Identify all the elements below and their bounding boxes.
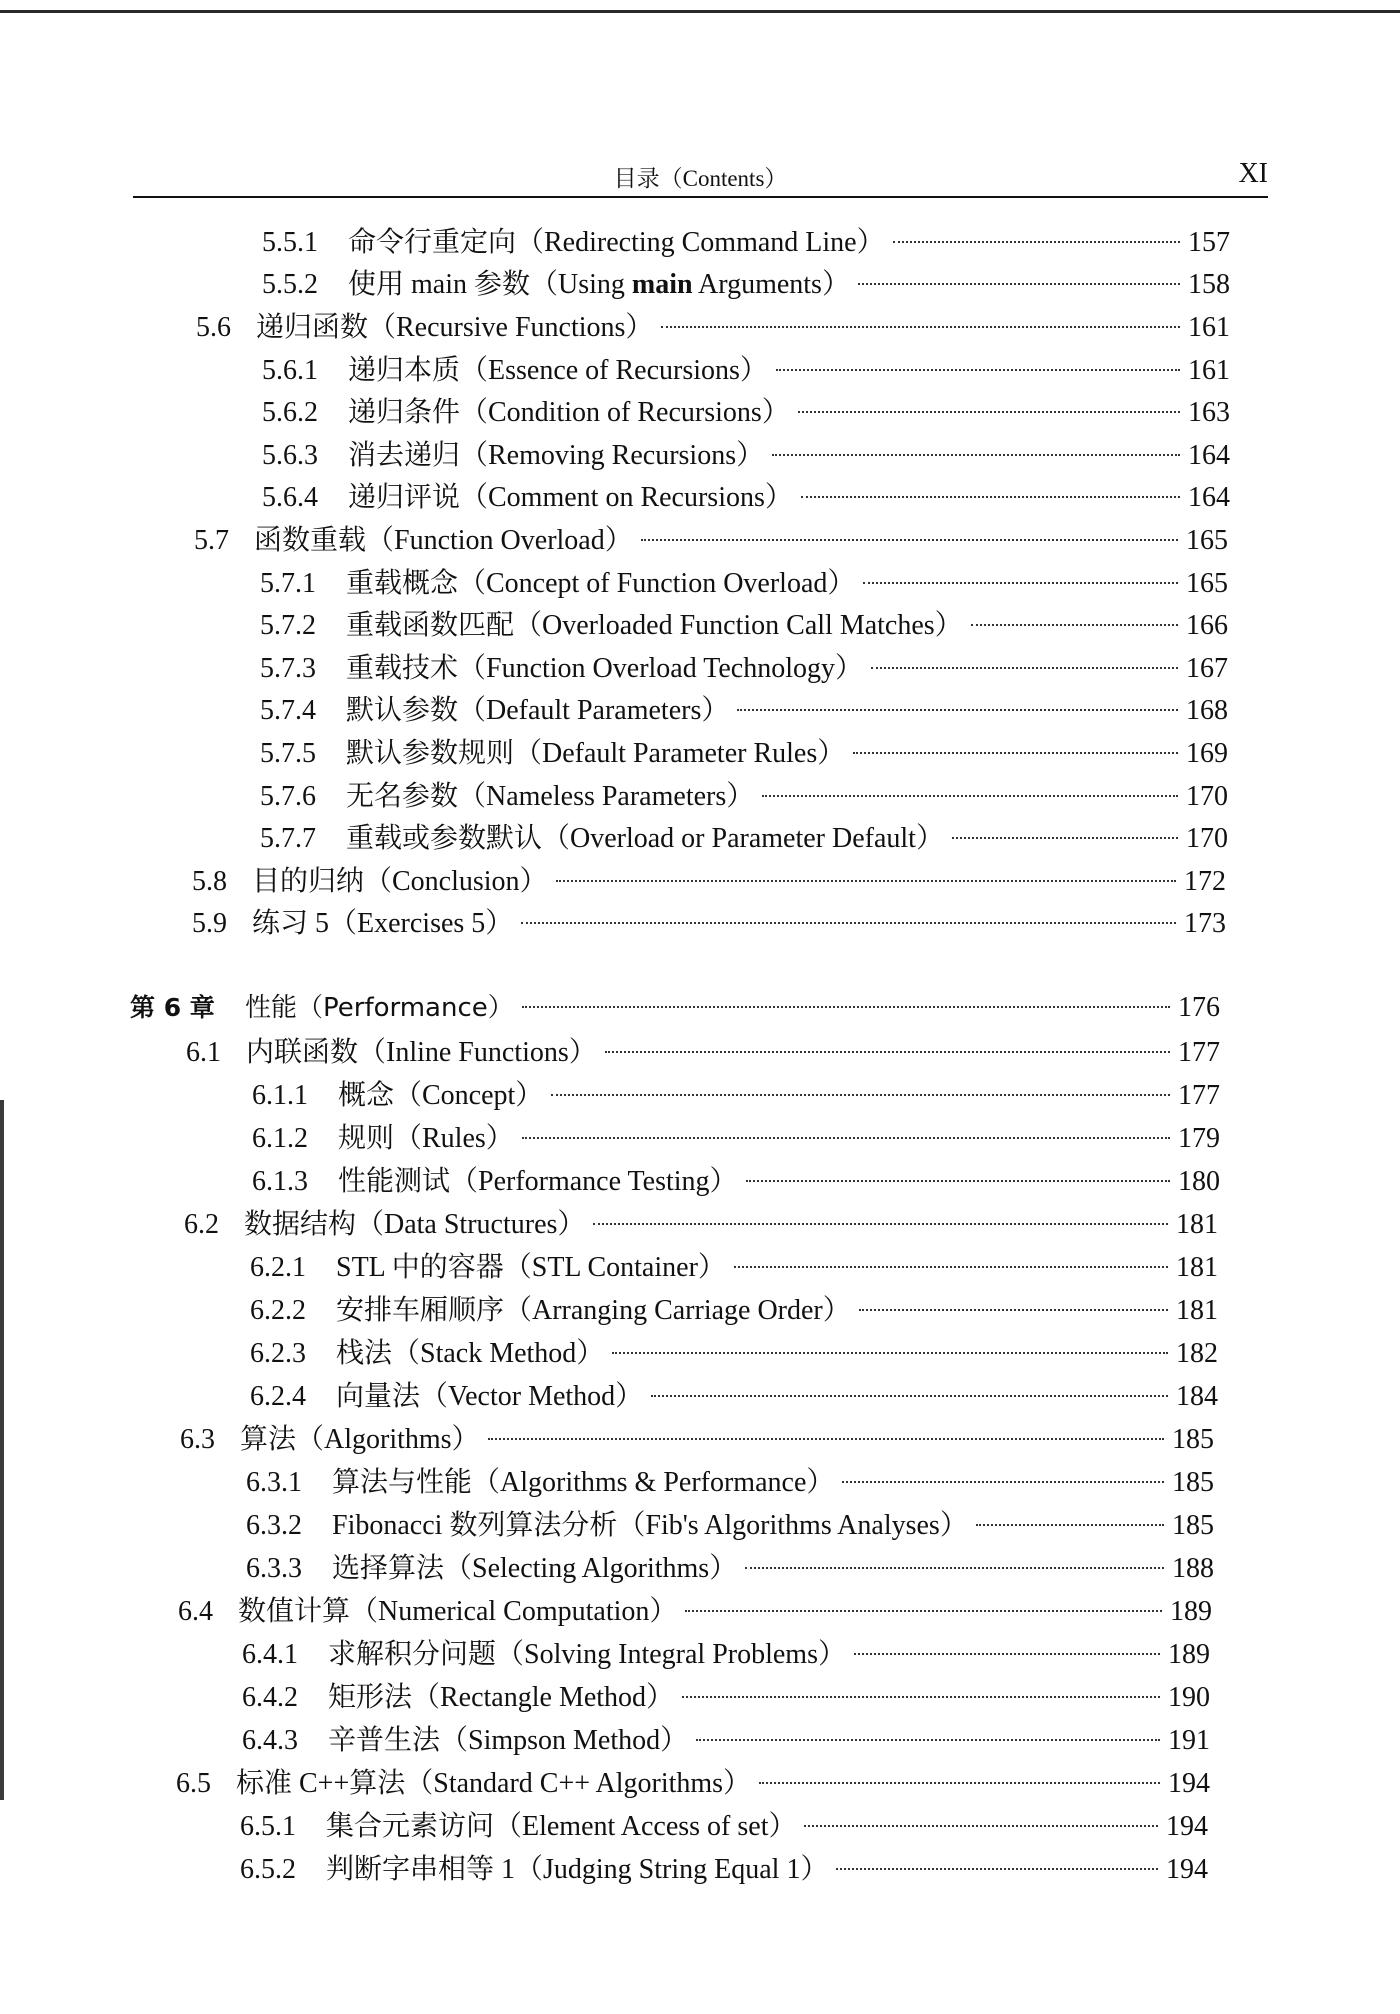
toc-entry-title: 求解积分问题（Solving Integral Problems） [328,1639,846,1670]
dot-leader [759,1782,1160,1784]
toc-entry [260,774,1228,816]
toc-entry-title: 向量法（Vector Method） [336,1381,644,1412]
dot-leader [522,1006,1170,1008]
dot-leader [521,922,1176,924]
toc-entry-page: 179 [1178,1123,1220,1154]
toc-entry-number: 5.7.4 [260,695,316,726]
dot-leader [854,1653,1160,1655]
chapter-number: 第 6 章 [130,993,215,1022]
toc-entry-title [348,262,850,302]
toc-entry-title: 递归本质（Essence of Recursions） [348,355,768,386]
toc-entry-title: 数据结构（Data Structures） [244,1209,586,1240]
toc-entry-title: Fibonacci 数列算法分析（Fib's Algorithms Analyses） [332,1510,968,1541]
dot-leader [772,454,1180,456]
toc-entry [260,603,1228,645]
toc-entry-page: 168 [1186,695,1228,726]
toc-entry-page: 163 [1188,397,1230,428]
toc-entry [260,688,1228,730]
dot-leader [952,837,1178,839]
toc-entry [260,646,1228,688]
toc-entry-title: 目的归纳（Conclusion） [252,866,548,897]
dot-leader [836,1868,1158,1870]
toc-entry-page: 170 [1186,823,1228,854]
dot-leader [737,709,1178,711]
title-bold-part: main [631,269,693,300]
toc-entry-number: 6.3.1 [246,1467,302,1498]
toc-entry-page: 194 [1168,1768,1210,1799]
toc-entry [176,1761,1210,1803]
toc-entry [250,1374,1218,1416]
dot-leader [696,1739,1160,1741]
toc-entry-page: 181 [1176,1295,1218,1326]
toc-entry-page: 167 [1186,653,1228,684]
toc-entry [260,731,1228,773]
toc-entry-number: 6.3 [180,1424,215,1455]
toc-entry [246,1503,1214,1545]
toc-entry-number: 5.7.3 [260,653,316,684]
dot-leader [682,1696,1160,1698]
toc-entry [250,1288,1218,1330]
toc-entry-title: 矩形法（Rectangle Method） [328,1682,675,1713]
dot-leader [976,1524,1164,1526]
toc-entry-number: 6.2.2 [250,1295,306,1326]
dot-leader [762,795,1178,797]
toc-entry-page: 181 [1176,1252,1218,1283]
dot-leader [522,1137,1170,1139]
dot-leader [842,1481,1164,1483]
toc-entry-page: 185 [1172,1424,1214,1455]
header-rule [133,196,1268,198]
dot-leader [651,1395,1168,1397]
toc-entry-page: 191 [1168,1725,1210,1756]
toc-entry-number: 5.7.1 [260,568,316,599]
toc-entry-title: 递归评说（Comment on Recursions） [348,482,793,513]
toc-entry-title: 命令行重定向（Redirecting Command Line） [348,227,885,258]
toc-entry-number: 5.6.4 [262,482,318,513]
toc-entry-number: 6.5.2 [240,1854,296,1885]
toc-entry-title: 辛普生法（Simpson Method） [328,1725,689,1756]
dot-leader [853,752,1178,754]
toc-entry [240,1847,1208,1889]
toc-entry-page: 161 [1188,312,1230,343]
dot-leader [893,241,1180,243]
toc-entry-title: 概念（Concept） [338,1080,544,1111]
toc-entry-number: 6.2.3 [250,1338,306,1369]
toc-entry-page: 165 [1186,525,1228,556]
toc-entry [250,1245,1218,1287]
toc-entry-title: 规则（Rules） [338,1123,514,1154]
toc-entry-number: 6.4.2 [242,1682,298,1713]
toc-entry-title: 集合元素访问（Element Access of set） [326,1811,797,1842]
toc-entry-title: 递归条件（Condition of Recursions） [348,397,790,428]
toc-entry-title: 消去递归（Removing Recursions） [348,440,765,471]
toc-entry [260,561,1228,603]
top-border-rule [0,10,1400,13]
toc-entry-page: 189 [1168,1639,1210,1670]
toc-entry-page: 181 [1176,1209,1218,1240]
toc-entry [184,1202,1218,1244]
toc-entry-number: 6.5 [176,1768,211,1799]
toc-chapter-entry [130,987,1220,1029]
toc-entry [262,220,1230,262]
dot-leader [661,326,1180,328]
toc-entry-title: 重载技术（Function Overload Technology） [346,653,864,684]
dot-leader [746,1180,1170,1182]
toc-entry [240,1804,1208,1846]
toc-entry-page: 166 [1186,610,1228,641]
page-header [133,150,1268,198]
toc-entry-page: 177 [1178,1080,1220,1111]
chapter-title: 性能（Performance） [245,993,514,1023]
toc-entry-number: 6.5.1 [240,1811,296,1842]
toc-entry [262,262,1230,304]
toc-entry-number: 6.2 [184,1209,219,1240]
toc-entry-number: 5.7.7 [260,823,316,854]
dot-leader [863,582,1178,584]
toc-entry [242,1718,1210,1760]
toc-entry-title: STL 中的容器（STL Container） [336,1252,726,1283]
toc-entry-number: 5.7.5 [260,738,316,769]
toc-entry-number: 6.2.4 [250,1381,306,1412]
dot-leader [488,1438,1164,1440]
toc-entry-title: 重载或参数默认（Overload or Parameter Default） [346,823,944,854]
toc-entry-page: 185 [1172,1467,1214,1498]
toc-entry-page: 170 [1186,781,1228,812]
dot-leader [551,1094,1170,1096]
toc-entry-title: 递归函数（Recursive Functions） [256,312,654,343]
toc-entry-page: 157 [1188,227,1230,258]
toc-entry [180,1417,1214,1459]
toc-entry [250,1331,1218,1373]
toc-entry-number: 6.1.3 [252,1166,308,1197]
toc-entry-page: 194 [1166,1811,1208,1842]
toc-entry-number: 5.7.2 [260,610,316,641]
toc-entry-title: 安排车厢顺序（Arranging Carriage Order） [336,1295,851,1326]
toc-entry-number: 6.1.2 [252,1123,308,1154]
toc-entry-title: 默认参数规则（Default Parameter Rules） [346,738,846,769]
toc-entry [262,348,1230,390]
toc-entry-page: 164 [1188,482,1230,513]
toc-entry [192,859,1226,901]
toc-entry-title: 标准 C++算法（Standard C++ Algorithms） [236,1768,752,1799]
toc-entry-title: 性能测试（Performance Testing） [338,1166,738,1197]
toc-entry-title: 内联函数（Inline Functions） [246,1037,597,1068]
page-number: XI [1238,158,1268,189]
dot-leader [798,411,1180,413]
toc-entry-page: 177 [1178,1037,1220,1068]
toc-entry-title: 栈法（Stack Method） [336,1338,605,1369]
toc-entry [246,1546,1214,1588]
toc-entry-number: 5.6.1 [262,355,318,386]
toc-entry-title: 算法与性能（Algorithms & Performance） [332,1467,835,1498]
toc-entry-page: 164 [1188,440,1230,471]
toc-entry [246,1460,1214,1502]
dot-leader [971,624,1178,626]
toc-entry-page: 172 [1184,866,1226,897]
toc-entry-number: 5.6 [196,312,231,343]
toc-entry-page: 161 [1188,355,1230,386]
toc-entry-page: 182 [1176,1338,1218,1369]
dot-leader [734,1266,1168,1268]
toc-entry-number: 5.6.2 [262,397,318,428]
page-title: 目录（Contents） [613,166,788,191]
toc-entry-page: 169 [1186,738,1228,769]
toc-entry-number: 6.4.1 [242,1639,298,1670]
toc-entry-page: 180 [1178,1166,1220,1197]
toc-entry [260,816,1228,858]
toc-entry-title: 判断字串相等 1（Judging String Equal 1） [326,1854,829,1885]
toc-entry-page: 184 [1176,1381,1218,1412]
toc-entry-number: 5.5.1 [262,227,318,258]
toc-entry [186,1030,1220,1072]
toc-entry-number: 5.7.6 [260,781,316,812]
toc-entry-title: 无名参数（Nameless Parameters） [346,781,755,812]
toc-entry-number: 6.4.3 [242,1725,298,1756]
toc-entry-title: 默认参数（Default Parameters） [346,695,730,726]
toc-entry [262,433,1230,475]
toc-entry-page: 173 [1184,908,1226,939]
scan-edge-mark [0,1100,4,1800]
dot-leader [776,369,1180,371]
toc-entry-page: 185 [1172,1510,1214,1541]
toc-entry-page: 190 [1168,1682,1210,1713]
toc-entry-page: 176 [1178,992,1220,1023]
toc-entry-page: 189 [1170,1596,1212,1627]
dot-leader [556,880,1176,882]
toc-entry-number: 6.3.2 [246,1510,302,1541]
dot-leader [685,1610,1162,1612]
toc-entry-number: 5.5.2 [262,269,318,300]
toc-entry [252,1116,1220,1158]
toc-entry-title: 函数重载（Function Overload） [254,525,633,556]
dot-leader [858,283,1180,285]
dot-leader [605,1051,1170,1053]
toc-entry [178,1589,1212,1631]
toc-entry-title: 数值计算（Numerical Computation） [238,1596,678,1627]
dot-leader [593,1223,1168,1225]
dot-leader [801,496,1180,498]
toc-entry-title: 选择算法（Selecting Algorithms） [332,1553,738,1584]
toc-entry-page: 165 [1186,568,1228,599]
title-part: 使用 main 参数（Using [348,269,632,300]
dot-leader [612,1352,1168,1354]
dot-leader [871,667,1178,669]
toc-entry-number: 6.1.1 [252,1080,308,1111]
toc-entry-title: 算法（Algorithms） [240,1424,480,1455]
toc-entry-title: 练习 5（Exercises 5） [252,908,514,939]
toc-entry [192,901,1226,943]
toc-entry-page: 188 [1172,1553,1214,1584]
toc-entry [262,390,1230,432]
toc-entry [242,1675,1210,1717]
toc-entry-number: 6.2.1 [250,1252,306,1283]
dot-leader [745,1567,1164,1569]
toc-entry [242,1632,1210,1674]
dot-leader [641,539,1178,541]
toc-entry [194,518,1228,560]
toc-entry [252,1073,1220,1115]
toc-entry-number: 6.3.3 [246,1553,302,1584]
toc-entry-page: 158 [1188,269,1230,300]
toc-entry [262,475,1230,517]
toc-entry-title: 重载函数匹配（Overloaded Function Call Matches） [346,610,963,641]
toc-entry-number: 5.9 [192,908,227,939]
toc-entry-number: 6.4 [178,1596,213,1627]
toc-entry-number: 5.8 [192,866,227,897]
toc-entry-number: 5.6.3 [262,440,318,471]
toc-entry [252,1159,1220,1201]
toc-entry-number: 5.7 [194,525,229,556]
toc-entry-title: 重载概念（Concept of Function Overload） [346,568,856,599]
dot-leader [859,1309,1168,1311]
toc-entry [196,305,1230,347]
toc-entry-number: 6.1 [186,1037,221,1068]
title-part: Arguments） [692,269,850,300]
dot-leader [804,1825,1158,1827]
toc-entry-page: 194 [1166,1854,1208,1885]
